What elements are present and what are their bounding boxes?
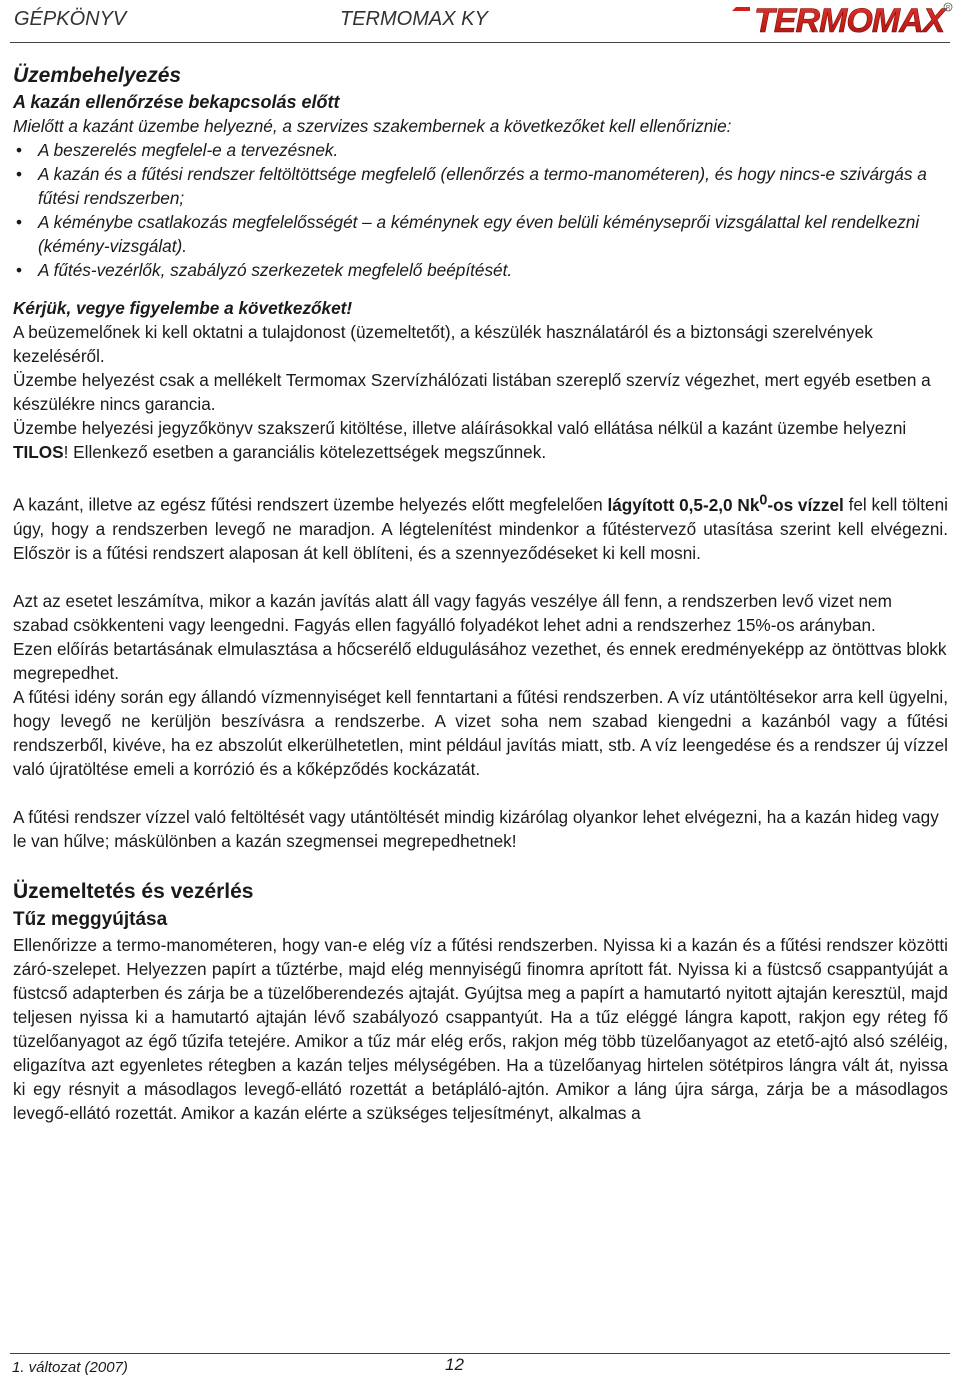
filling-paragraph: A kazánt, illetve az egész fűtési rendszert üzembe helyezés előtt megfelelően lágyított 0,5-2,0 Nk$^0$-os vízzel fel kell tölteni úgy, hogy a rendszerben levegő ne maradjon. A légtelenítést mindenkor a fűtéstervező utasítása szerint kell elvégezni. Először is a fűtési rendszert alaposan át kell öblíteni, és a szennyeződéseket ki kell mosni. [13, 492, 948, 563]
paragraph: A beüzemelőnek ki kell oktatni a tulajdonost (üzemeltetőt), a készülék használatáról és a biztonsági szerelvények kezeléséről. [13, 322, 873, 366]
section-title-operation: Üzemeltetés és vezérlés [13, 879, 254, 903]
subsection-title-ignition: Tűz meggyújtása [13, 908, 168, 930]
footer-divider [10, 1353, 950, 1354]
page-header [0, 0, 960, 40]
prohibited-word: TILOS [13, 442, 64, 462]
paragraph: Üzembe helyezést csak a mellékelt Termomax Szervízhálózati listában szereplő szervíz végezhet, mert egyéb esetben a készülékre nincs garancia. [13, 370, 931, 414]
subsection-title-check: A kazán ellenőrzése bekapcsolás előtt [13, 92, 340, 112]
intro-paragraph: Mielőtt a kazánt üzembe helyezné, a szervizes szakembernek a következőket kell ellenőriznie: [13, 116, 732, 136]
paragraph: Azt az esetet leszámítva, mikor a kazán javítás alatt áll vagy fagyás veszélye áll fenn, a rendszerben levő vizet nem szabad csökkenteni vagy leengedni. Fagyás ellen fagyálló folyadékot lehet adni a rendszerhez 15%-os arányban. [13, 590, 892, 635]
paragraph: Ezen előírás betartásának elmulasztása a hőcserélő eldugulásához vezethet, és ennek eredményeképp az öntöttvas blokk megrepedhet. [13, 638, 947, 683]
paragraph: A fűtési idény során egy állandó vízmennyiséget kell fenntartani a fűtési rendszerben. A víz utántöltésekor arra kell ügyelni, hogy levegő ne kerüljön beszívásra a rendszerbe. A vizet soha nem szabad kiengedni a kazánból vagy a fűtési rendszerből, kivéve, ha ez abszolút elkerülhetetlen, mint például javítás miatt, stb. A víz leengedése és a rendszer új vízzel való újratöltése emeli a korrózió és a kőképződés kockázatát. [13, 686, 948, 779]
svg-text:TERMOMAX: TERMOMAX [754, 2, 945, 39]
page-number: 12 [445, 1355, 464, 1374]
attention-heading: Kérjük, vegye figyelembe a következőket! [13, 298, 353, 318]
check-list-item: • A fűtés-vezérlők, szabályzó szerkezetek megfelelő beépítését. [13, 258, 948, 282]
check-list-item: • A kazán és a fűtési rendszer feltöltöttsége megfelelő (ellenőrzés a termo-manométeren), és hogy nincs-e szivárgás a fűtési rendszerben; [13, 162, 948, 210]
check-list [13, 138, 948, 282]
check-list-item: • A beszerelés megfelel-e a tervezésnek. [13, 138, 948, 162]
check-list-item: • A kéménybe csatlakozás megfelelősségét – a kéménynek egy éven belüli kéményseprői vizsgálattal kel rendelkezni (kémény-vizsgálat). [13, 210, 948, 258]
paragraph: A fűtési rendszer vízzel való feltöltését vagy utántöltését mindig kizárólag olyankor lehet elvégezni, ha a kazán hideg vagy le van hűlve; máskülönben a kazán szegmensei megrepedhetnek! [13, 806, 939, 851]
termomax-logo [732, 1, 954, 39]
header-manual-label: GÉPKÖNYV [14, 8, 127, 30]
header-divider [10, 42, 950, 43]
section-title-commissioning: Üzembehelyezés [13, 64, 182, 87]
footer-version: 1. változat (2007) [12, 1359, 128, 1376]
document-body [13, 62, 948, 1125]
softened-water-spec: lágyított 0,5-2,0 Nk$^0$-os vízzel [607, 492, 844, 515]
ignition-paragraph: Ellenőrizze a termo-manométeren, hogy van-e elég víz a fűtési rendszerben. Nyissa ki a kazán és a fűtési rendszer közötti záró-szelepet. Helyezzen papírt a tűztérbe, majd elég mennyiségű finomra aprított fát. Nyissa ki a füstcső csappantyúját a füstcső adapterben és zárja be a tüzelőberendezés ajtaját. Gyújtsa meg a papírt a hamutartó nyitott ajtaján keresztül, majd teljesen nyissa ki a hamutartó ajtaján lévő szabályozó csappantyút. Ha a tűz eléggé lángra kapott, rakjon egy réteg fő tüzelőanyagot az égő tűzifa tetejére. Amikor a tűz már elég erős, rakjon még több tüzelőanyagot az etető-ajtó alsó széléig, eligazítva azt egyenletes rétegben a kazán teljes mélységében. Ha a tüzelőanyag hirtelen sötétpiros lángra vált át, nyissa ki egy résnyit a másodlagos levegő-ellátó rozettát a betápláló-ajtón. Amikor a láng újra sárga, zárja be a másodlagos levegő-ellátó rozettát. Amikor a kazán elérte a szükséges teljesítményt, alkalmas a [13, 934, 948, 1123]
header-company-name: TERMOMAX KY [340, 8, 488, 30]
paragraph: Üzembe helyezési jegyzőkönyv szakszerű kitöltése, illetve aláírásokkal való ellátása nélkül a kazánt üzembe helyezni TILOS! Ellenkező esetben a garanciális kötelezettségek megszűnnek. [13, 418, 907, 462]
svg-text:R: R [946, 5, 951, 12]
